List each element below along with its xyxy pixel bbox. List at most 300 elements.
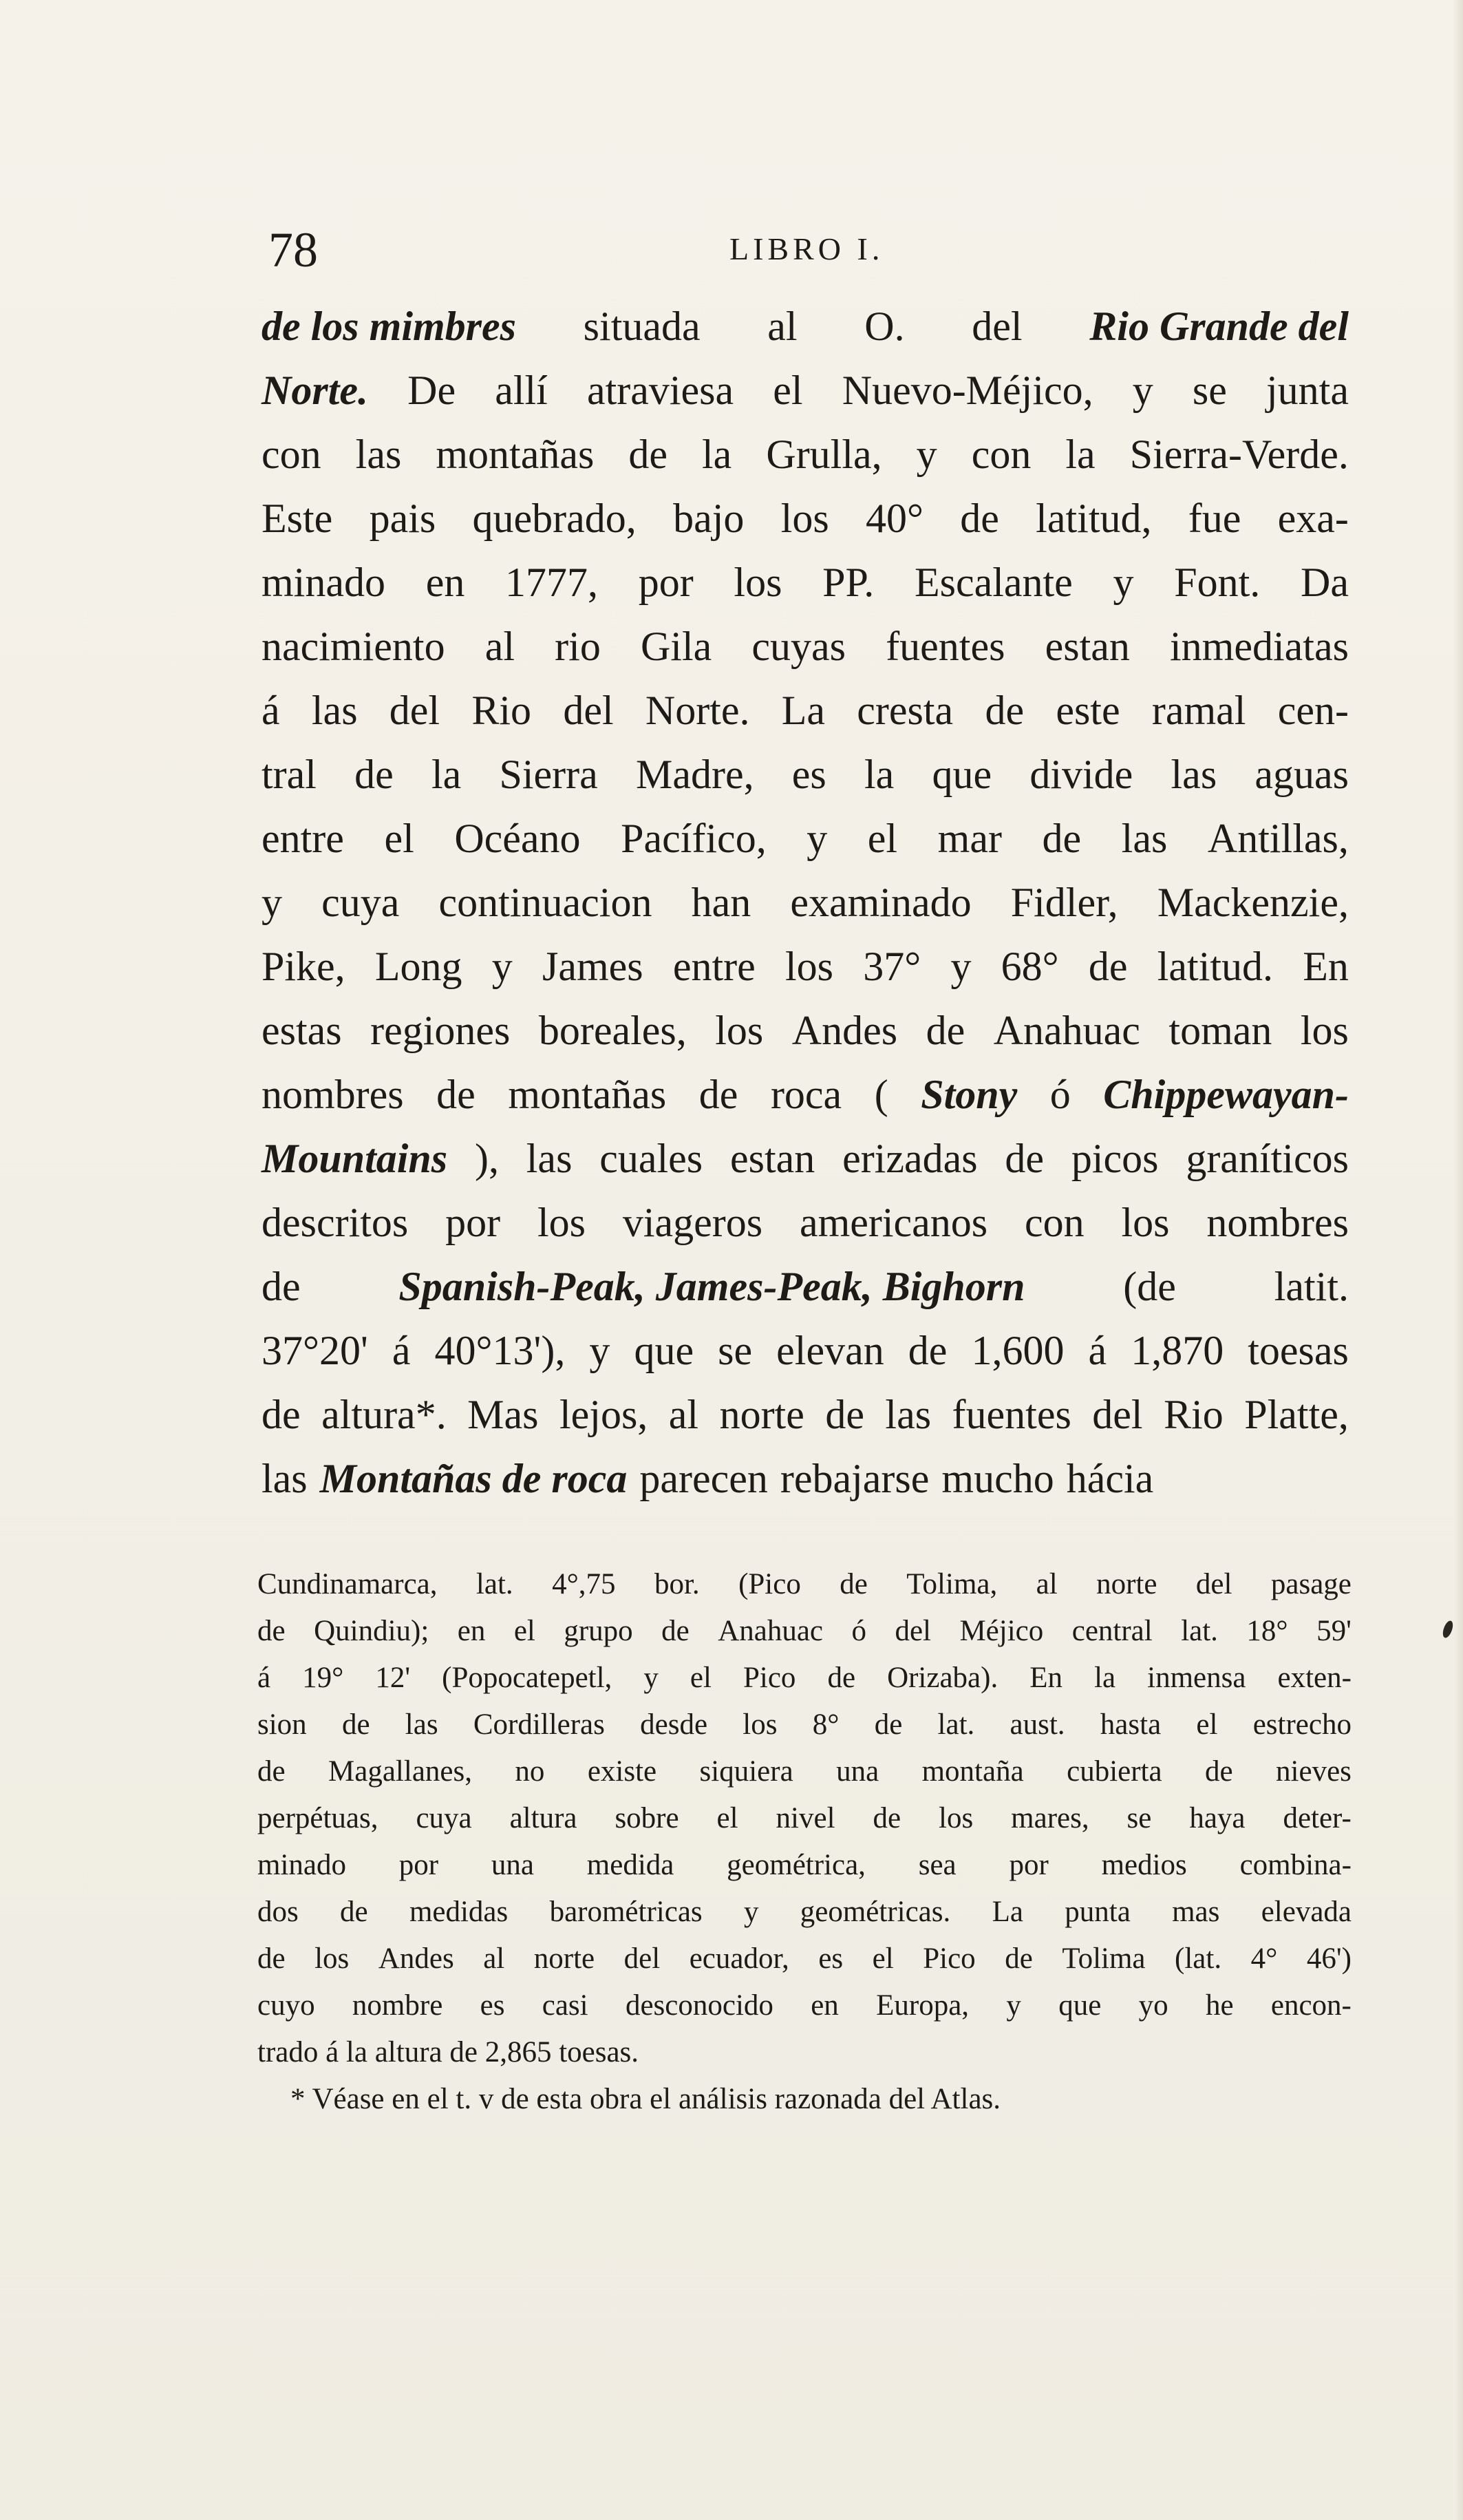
word: situada	[583, 304, 701, 349]
word: De	[407, 368, 456, 413]
word: por	[638, 560, 694, 605]
word: de	[257, 1755, 286, 1788]
footnote-line: trado á la altura de 2,865 toesas.	[257, 2036, 639, 2068]
word: nivel	[776, 1802, 835, 1834]
word: En	[1303, 944, 1349, 989]
text-line	[261, 359, 1349, 423]
word: cresta	[857, 688, 954, 733]
word: nombre	[352, 1989, 443, 2022]
word: Pike,	[261, 944, 345, 989]
word: allí	[495, 368, 548, 413]
text-line	[261, 1191, 1349, 1255]
word: bor.	[654, 1568, 700, 1600]
word: las	[405, 1708, 438, 1741]
word: de	[840, 1568, 868, 1600]
word: haya	[1189, 1802, 1246, 1834]
word: (de	[1123, 1264, 1176, 1309]
word: tral	[261, 752, 317, 797]
word: de	[340, 1896, 368, 1928]
word: O.	[864, 304, 905, 349]
word: nombres	[261, 1072, 404, 1117]
word: Andes	[791, 1008, 898, 1053]
word: al	[668, 1392, 699, 1437]
text-line	[261, 487, 1349, 551]
word: Font.	[1174, 560, 1261, 605]
word: hácia	[1066, 1456, 1154, 1501]
word: que	[932, 752, 992, 797]
word: se	[718, 1328, 753, 1373]
word: rebajarse	[780, 1456, 930, 1501]
word: montañas	[436, 432, 595, 477]
word: á	[392, 1328, 411, 1373]
word: Pacífico,	[621, 816, 767, 861]
word: (Popocatepetl,	[442, 1662, 612, 1694]
word: de	[628, 432, 668, 477]
word: es	[791, 752, 826, 797]
word: La	[992, 1896, 1023, 1928]
italic-text: Montañas de roca	[319, 1456, 628, 1501]
word: latit.	[1274, 1264, 1349, 1309]
word: de	[908, 1328, 948, 1373]
italic-text: Chippewayan-	[1103, 1072, 1349, 1117]
word: norte	[719, 1392, 804, 1437]
word: de	[257, 1942, 286, 1975]
main-text-block	[261, 295, 1349, 1511]
word: por	[398, 1849, 439, 1881]
word: cuyo	[257, 1989, 315, 2022]
word: de	[261, 1264, 301, 1309]
footnote-line	[257, 1655, 1352, 1702]
word: el	[513, 1615, 535, 1647]
word: del	[389, 688, 440, 733]
word: de	[873, 1802, 901, 1834]
word: altura*.	[321, 1392, 447, 1437]
word: con	[971, 432, 1032, 477]
word: montaña	[921, 1755, 1024, 1788]
word: que	[1058, 1989, 1102, 2022]
text-line	[261, 1319, 1349, 1383]
word: bajo	[673, 496, 745, 541]
word: latitud,	[1036, 496, 1152, 541]
word: cuya	[416, 1802, 472, 1834]
word: el	[690, 1662, 712, 1694]
italic-text: Spanish-Peak, James-Peak, Bighorn	[398, 1264, 1025, 1309]
word: he	[1205, 1989, 1234, 2022]
italic-text: de los mimbres	[261, 304, 516, 349]
word: deter-	[1283, 1802, 1352, 1834]
word: exten-	[1277, 1662, 1352, 1694]
word: sobre	[615, 1802, 679, 1834]
word: no	[515, 1755, 545, 1788]
word: ),	[474, 1136, 499, 1181]
word: Pico	[923, 1942, 976, 1975]
word: el	[867, 816, 898, 861]
word: entre	[672, 944, 756, 989]
word: de	[354, 752, 394, 797]
word: toesas	[1248, 1328, 1349, 1373]
word: lat.	[937, 1708, 975, 1741]
word: Long	[374, 944, 462, 989]
word: elevan	[776, 1328, 884, 1373]
page-edge-shadow	[1453, 0, 1463, 2520]
word: estan	[729, 1136, 815, 1181]
word: fuentes	[886, 624, 1005, 669]
word: á	[261, 688, 280, 733]
word: toman	[1168, 1008, 1272, 1053]
word: Rio	[1164, 1392, 1224, 1437]
footnote-line	[257, 1982, 1352, 2029]
word: fuentes	[952, 1392, 1071, 1437]
word: elevada	[1261, 1896, 1352, 1928]
word: mares,	[1011, 1802, 1089, 1834]
footnote-line	[257, 1561, 1352, 1608]
word: Platte,	[1244, 1392, 1349, 1437]
word: grupo	[564, 1615, 633, 1647]
word: 68°	[1001, 944, 1059, 989]
word: perpétuas,	[257, 1802, 378, 1834]
word: Magallanes,	[328, 1755, 472, 1788]
word: mas	[1172, 1896, 1220, 1928]
word: 18°	[1246, 1615, 1288, 1647]
word: los	[939, 1802, 974, 1834]
word: este	[1056, 688, 1120, 733]
word: con	[1024, 1200, 1085, 1245]
word: de	[926, 1008, 965, 1053]
word: junta	[1266, 368, 1349, 413]
word: por	[1009, 1849, 1049, 1881]
word: estan	[1045, 624, 1130, 669]
text-line	[261, 1063, 1349, 1127]
word: medida	[586, 1849, 674, 1881]
word: lat.	[1181, 1615, 1218, 1647]
word: atraviesa	[586, 368, 734, 413]
word: los	[1300, 1008, 1349, 1053]
word: Nuevo-Méjico,	[842, 368, 1093, 413]
word: pais	[369, 496, 436, 541]
word: Andes	[378, 1942, 454, 1975]
word: del	[1195, 1568, 1232, 1600]
word: norte	[533, 1942, 595, 1975]
word: En	[1029, 1662, 1063, 1694]
word: en	[811, 1989, 839, 2022]
word: el	[384, 816, 414, 861]
word: Escalante	[914, 560, 1073, 605]
word: picos	[1071, 1136, 1159, 1181]
word: examinado	[790, 880, 972, 925]
word: una	[836, 1755, 879, 1788]
footnote-line	[257, 1702, 1352, 1748]
word: James	[542, 944, 643, 989]
word: las	[311, 688, 358, 733]
word: á	[1088, 1328, 1107, 1373]
word: (	[874, 1072, 888, 1117]
word: la	[431, 752, 462, 797]
word: 8°	[812, 1708, 840, 1741]
text-line	[261, 871, 1349, 935]
word: los	[784, 944, 834, 989]
word: punta	[1065, 1896, 1131, 1928]
word: de	[1205, 1755, 1233, 1788]
word: estrecho	[1252, 1708, 1352, 1741]
word: 1777,	[505, 560, 599, 605]
word: Antillas,	[1207, 816, 1349, 861]
word: los	[715, 1008, 764, 1053]
word: 4°	[1250, 1942, 1278, 1975]
word: Grulla,	[766, 432, 882, 477]
word: 19°	[302, 1662, 344, 1694]
word: por	[445, 1200, 501, 1245]
word: Cordilleras	[473, 1708, 605, 1741]
word: Mackenzie,	[1157, 880, 1349, 925]
word: y	[261, 880, 282, 925]
word: de	[1005, 1942, 1033, 1975]
word: ó	[1049, 1072, 1071, 1117]
word: y	[1132, 368, 1153, 413]
word: Tolima,	[906, 1568, 998, 1600]
word: barométricas	[549, 1896, 703, 1928]
word: el	[773, 368, 803, 413]
word: parecen	[639, 1456, 768, 1501]
word: dos	[257, 1896, 299, 1928]
word: Este	[261, 496, 333, 541]
word: los	[780, 496, 829, 541]
word: de	[1005, 1136, 1045, 1181]
word: de	[825, 1392, 864, 1437]
word: se	[1192, 368, 1227, 413]
word: las	[1121, 816, 1168, 861]
word: las	[1171, 752, 1217, 797]
word: latitud.	[1157, 944, 1274, 989]
text-line	[261, 1447, 1349, 1511]
word: en	[457, 1615, 486, 1647]
word: siquiera	[699, 1755, 793, 1788]
word: Norte.	[645, 688, 750, 733]
word: sea	[918, 1849, 957, 1881]
word: de	[436, 1072, 476, 1117]
footnote-line	[257, 1889, 1352, 1936]
word: americanos	[799, 1200, 988, 1245]
word: la	[864, 752, 895, 797]
word: combina-	[1239, 1849, 1352, 1881]
word: inmensa	[1147, 1662, 1246, 1694]
word: continuacion	[438, 880, 652, 925]
word: de	[874, 1708, 903, 1741]
text-line	[261, 807, 1349, 871]
word: los	[314, 1942, 350, 1975]
word: montañas	[508, 1072, 667, 1117]
footnote-line	[257, 1936, 1352, 1982]
word: del	[1092, 1392, 1143, 1437]
word: inmediatas	[1170, 624, 1349, 669]
word: estas	[261, 1008, 342, 1053]
word: y	[589, 1328, 610, 1373]
word: geométrica,	[727, 1849, 866, 1881]
word: yo	[1138, 1989, 1168, 2022]
word: se	[1126, 1802, 1152, 1834]
word: medios	[1101, 1849, 1187, 1881]
word: pasage	[1270, 1568, 1352, 1600]
word: y	[950, 944, 972, 989]
word: de	[1042, 816, 1082, 861]
word: una	[491, 1849, 534, 1881]
word: de	[661, 1615, 690, 1647]
word: del	[563, 688, 614, 733]
word: rio	[555, 624, 601, 669]
word: 37°	[863, 944, 921, 989]
word: regiones	[370, 1008, 511, 1053]
word: casi	[542, 1989, 588, 2022]
word: sion	[257, 1708, 307, 1741]
text-line	[261, 935, 1349, 999]
word: Tolima	[1062, 1942, 1146, 1975]
word: de	[341, 1708, 370, 1741]
text-line	[261, 999, 1349, 1063]
word: Sierra	[499, 752, 598, 797]
word: cuya	[321, 880, 400, 925]
word: geométricas.	[800, 1896, 951, 1928]
word: altura	[509, 1802, 577, 1834]
word: es	[480, 1989, 505, 2022]
word: del	[895, 1615, 931, 1647]
running-head: LIBRO I.	[729, 231, 884, 266]
word: Anahuac	[718, 1615, 823, 1647]
word: y	[1113, 560, 1134, 605]
word: Madre,	[635, 752, 754, 797]
text-line	[261, 743, 1349, 807]
word: han	[691, 880, 751, 925]
word: divide	[1029, 752, 1133, 797]
word: los	[743, 1708, 778, 1741]
word: de	[827, 1662, 856, 1694]
word: y	[1006, 1989, 1021, 2022]
word: y	[916, 432, 937, 477]
word: 1,870	[1131, 1328, 1224, 1373]
word: de	[960, 496, 999, 541]
word: el	[716, 1802, 738, 1834]
word: norte	[1096, 1568, 1157, 1600]
word: fue	[1188, 496, 1241, 541]
word: y	[807, 816, 828, 861]
text-line	[261, 679, 1349, 743]
word: la	[1065, 432, 1096, 477]
asterisk-footnote: * Véase en el t. v de esta obra el análisis razonada del Atlas.	[290, 2083, 1001, 2115]
word: en	[425, 560, 465, 605]
word: Pico	[743, 1662, 796, 1694]
word: lat.	[476, 1568, 513, 1600]
word: quebrado,	[472, 496, 637, 541]
word: que	[634, 1328, 694, 1373]
word: de	[1088, 944, 1128, 989]
word: y	[491, 944, 513, 989]
page-header	[268, 219, 1349, 281]
word: roca	[770, 1072, 842, 1117]
italic-text: Rio Grande del	[1089, 304, 1349, 349]
word: Mas	[467, 1392, 539, 1437]
word: del	[972, 304, 1023, 349]
word: 37°20'	[261, 1328, 368, 1373]
word: cubierta	[1067, 1755, 1162, 1788]
word: nieves	[1276, 1755, 1352, 1788]
page-number: 78	[268, 222, 318, 277]
word: Rio	[471, 688, 532, 733]
word: Da	[1300, 560, 1349, 605]
word: mucho	[941, 1456, 1054, 1501]
text-line	[261, 295, 1349, 359]
word: Sierra-Verde.	[1129, 432, 1349, 477]
word: los	[734, 560, 782, 605]
word: existe	[587, 1755, 657, 1788]
word: es	[818, 1942, 844, 1975]
word: la	[702, 432, 732, 477]
italic-text: Norte.	[261, 368, 368, 413]
word: graníticos	[1186, 1136, 1349, 1181]
word: entre	[261, 816, 344, 861]
word: lejos,	[559, 1392, 648, 1437]
word: 4°,75	[552, 1568, 616, 1600]
word: Océano	[454, 816, 581, 861]
word: Cundinamarca,	[257, 1568, 438, 1600]
word: los	[537, 1200, 586, 1245]
word: los	[1121, 1200, 1170, 1245]
word: Gila	[640, 624, 712, 669]
word: y	[643, 1662, 659, 1694]
word: 40°13'),	[434, 1328, 566, 1373]
word: aust.	[1010, 1708, 1065, 1741]
word: las	[526, 1136, 573, 1181]
word: aguas	[1254, 752, 1349, 797]
word: Fidler,	[1010, 880, 1118, 925]
text-line	[261, 1127, 1349, 1191]
word: desde	[640, 1708, 708, 1741]
footnote-line	[257, 1795, 1352, 1842]
text-line	[261, 615, 1349, 679]
word: minado	[257, 1849, 346, 1881]
word: Europa,	[876, 1989, 970, 2022]
text-line	[261, 551, 1349, 615]
word: con	[261, 432, 321, 477]
word: (lat.	[1175, 1942, 1222, 1975]
word: ó	[851, 1615, 866, 1647]
text-line	[261, 1383, 1349, 1447]
word: central	[1071, 1615, 1153, 1647]
word: al	[767, 304, 798, 349]
footnote-line	[257, 1842, 1352, 1889]
word: Quindiu);	[314, 1615, 429, 1647]
word: mar	[937, 816, 1002, 861]
word: minado	[261, 560, 385, 605]
word: 40°	[865, 496, 923, 541]
word: y	[743, 1896, 759, 1928]
word: de	[261, 1392, 301, 1437]
word: cuyas	[751, 624, 846, 669]
word: el	[872, 1942, 894, 1975]
word: PP.	[822, 560, 875, 605]
footnote-line	[257, 1748, 1352, 1795]
word: el	[1196, 1708, 1218, 1741]
text-line	[261, 423, 1349, 487]
italic-text: Mountains	[261, 1136, 448, 1181]
word: de	[257, 1615, 286, 1647]
word: boreales,	[538, 1008, 687, 1053]
word: 59'	[1316, 1615, 1352, 1647]
word: desconocido	[625, 1989, 773, 2022]
word: Anahuac	[993, 1008, 1140, 1053]
word: al	[484, 624, 515, 669]
word: nacimiento	[261, 624, 445, 669]
word: viageros	[622, 1200, 763, 1245]
word: 46')	[1306, 1942, 1352, 1975]
word: Orizaba).	[887, 1662, 999, 1694]
